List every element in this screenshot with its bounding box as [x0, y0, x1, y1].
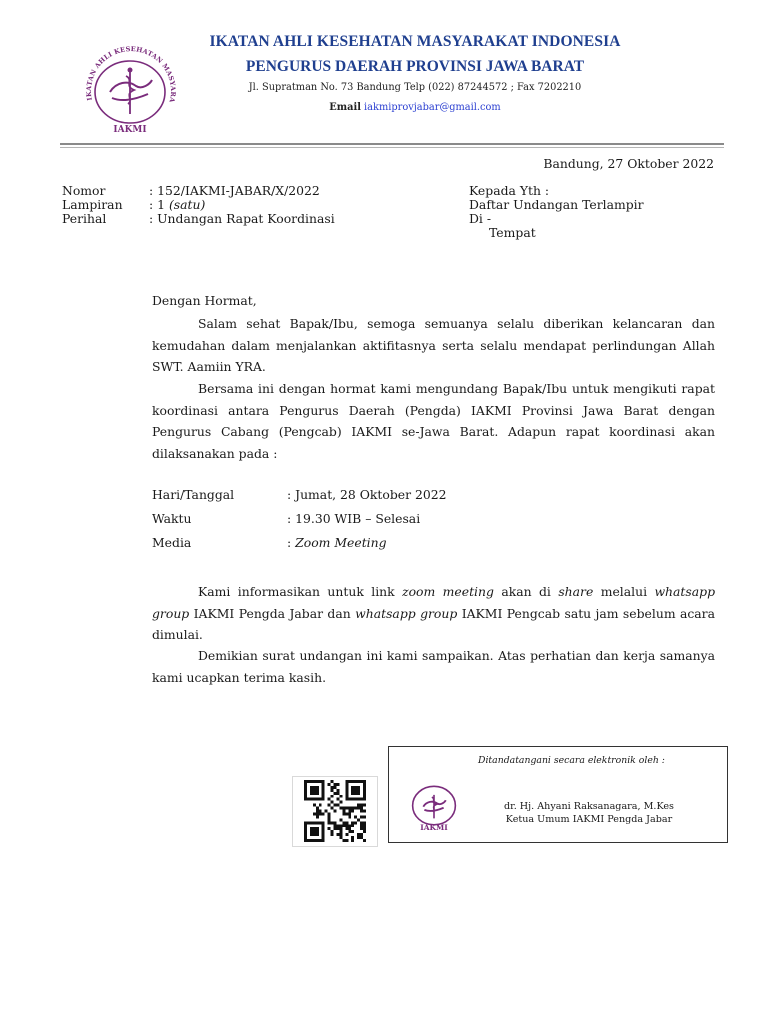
- meta-attachment-words: (satu): [168, 197, 206, 212]
- logo-ring-text: IKATAN AHLI KESEHATAN MASYARA: [84, 45, 178, 104]
- meta-attachment-count: : 1: [149, 197, 169, 212]
- meta-subject-label: Perihal: [62, 211, 107, 226]
- meta-attachment-value: [149, 197, 205, 212]
- p3-i4: whatsapp group: [355, 605, 458, 621]
- header-divider: [60, 143, 724, 145]
- detail-time-label: Waktu: [152, 511, 192, 526]
- p3-t4: IAKMI Pengda Jabar dan: [189, 605, 356, 621]
- p3-t3: melalui: [593, 584, 655, 599]
- paragraph-greeting: Salam sehat Bapak/Ibu, semoga semuanya selalu diberikan kelancaran dan kemudahan dalam menjalankan aktifitasnya serta selalu mendapat perlindungan Allah SWT. Aamiin YRA.: [152, 316, 715, 374]
- p3-t1: Kami informasikan untuk link: [198, 584, 403, 599]
- recipient-line-3: Di -: [469, 211, 492, 226]
- svg-text:IKATAN AHLI KESEHATAN MASYARAK: [72, 34, 177, 104]
- paragraph-link-info: [152, 581, 715, 646]
- signatory-role: Ketua Umum IAKMI Pengda Jabar: [505, 814, 673, 825]
- signature-logo: [403, 775, 465, 833]
- p3-t2: akan di: [493, 584, 559, 599]
- detail-media-value: [287, 535, 387, 550]
- org-address: Jl. Supratman No. 73 Bandung Telp (022) 87244572 ; Fax 7202210: [248, 82, 582, 93]
- p3-t5: IAKMI Pengcab satu jam sebelum acara dimulai.: [152, 605, 715, 642]
- detail-day-label: Hari/Tanggal: [152, 487, 235, 502]
- place-date: Bandung, 27 Oktober 2022: [543, 156, 714, 171]
- signature-caption: Ditandatangani secara elektronik oleh :: [478, 755, 665, 766]
- recipient-line-1: Kepada Yth :: [469, 183, 550, 198]
- qr-code-pattern: [302, 780, 368, 842]
- org-email-line: [200, 102, 630, 113]
- logo-abbr: IAKMI: [113, 125, 147, 135]
- salutation: Dengan Hormat,: [152, 293, 257, 308]
- qr-code: [292, 776, 378, 847]
- p3-i1: zoom meeting: [402, 584, 494, 599]
- meta-attachment-label: Lampiran: [62, 197, 123, 212]
- org-branch: PENGURUS DAERAH PROVINSI JAWA BARAT: [245, 58, 585, 75]
- p3-i2: share: [558, 584, 594, 599]
- signatory-name: dr. Hj. Ahyani Raksanagara, M.Kes: [504, 801, 674, 812]
- org-name: IKATAN AHLI KESEHATAN MASYARAKAT INDONESIA: [209, 33, 621, 50]
- detail-day-value: : Jumat, 28 Oktober 2022: [287, 487, 447, 502]
- recipient-line-4: Tempat: [489, 225, 536, 240]
- signature-logo-abbr: IAKMI: [420, 823, 448, 833]
- meta-subject-value: : Undangan Rapat Koordinasi: [149, 211, 335, 226]
- detail-media-colon: :: [287, 535, 296, 550]
- recipient-line-2: Daftar Undangan Terlampir: [469, 197, 644, 212]
- meta-number-value: : 152/IAKMI-JABAR/X/2022: [149, 183, 320, 198]
- meta-number-label: Nomor: [62, 183, 106, 198]
- p3-i3: whatsapp group: [152, 584, 716, 621]
- detail-media-label: Media: [152, 535, 192, 550]
- electronic-signature-box: [388, 746, 728, 843]
- detail-time-value: : 19.30 WIB – Selesai: [287, 511, 421, 526]
- email-link[interactable]: iakmiprovjabar@gmail.com: [364, 102, 501, 113]
- email-label: Email: [329, 102, 361, 113]
- paragraph-closing: Demikian surat undangan ini kami sampaikan. Atas perhatian dan kerja samanya kami ucapkan terima kasih.: [152, 648, 715, 685]
- header-divider-thin: [60, 147, 724, 148]
- paragraph-invitation: Bersama ini dengan hormat kami mengundang Bapak/Ibu untuk mengikuti rapat koordinasi antara Pengurus Daerah (Pengda) IAKMI Provinsi Jawa Barat dengan Pengurus Cabang (Pengcab) IAKMI se-Jawa Barat. Adapun rapat koordinasi akan dilaksanakan pada :: [152, 381, 715, 461]
- iakmi-logo: [72, 34, 188, 136]
- detail-media-name: Zoom Meeting: [295, 535, 387, 550]
